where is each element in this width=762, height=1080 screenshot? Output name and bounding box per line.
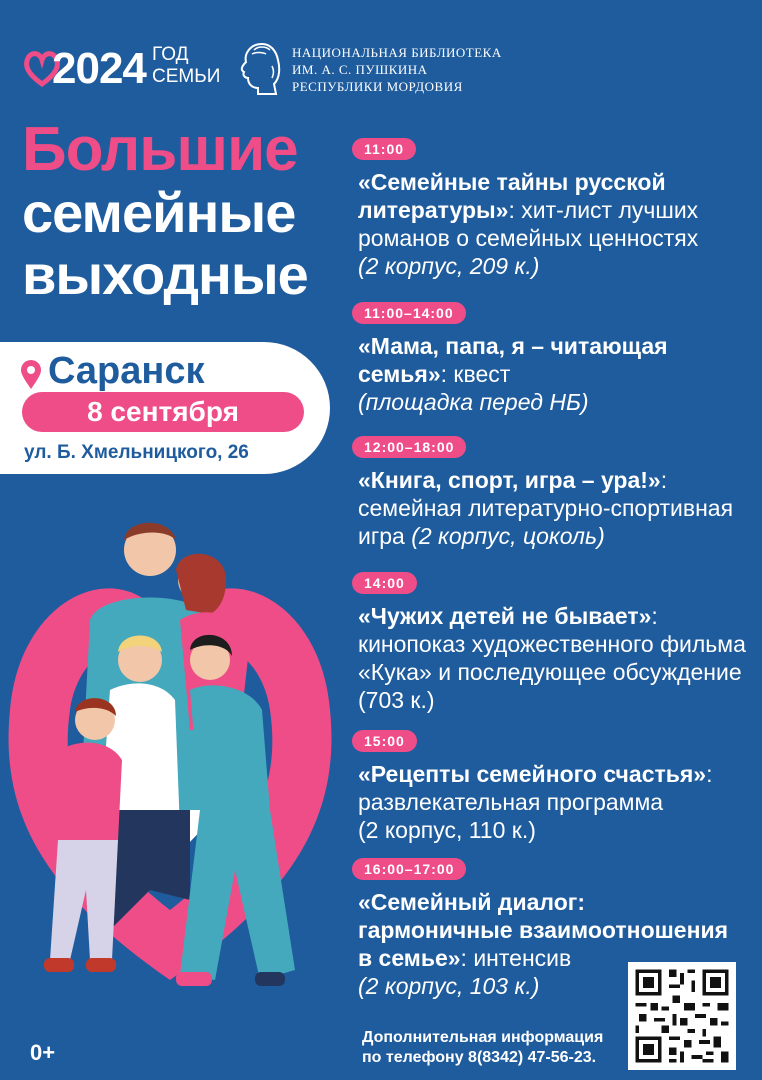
event-title: «Чужих детей не бывает» [358,603,652,629]
event-address: ул. Б. Хмельницкого, 26 [24,442,249,463]
library-name: НАЦИОНАЛЬНАЯ БИБЛИОТЕКА ИМ. А. С. ПУШКИНА РЕСПУБЛИКИ МОРДОВИЯ [292,45,502,94]
event-title: «Рецепты семейного счастья» [358,761,707,787]
time-badge: 12:00–18:00 [352,436,466,458]
location-card [0,342,330,474]
pushkin-profile-icon [232,40,284,96]
event-place: (площадка перед НБ) [358,389,589,415]
time-badge: 11:00–14:00 [352,302,466,324]
event-text [358,602,753,714]
event-text [358,168,753,280]
event-title: «Мама, папа, я – читающая семья» [358,333,668,387]
title-line-3: выходные [22,243,308,306]
logo-year: 2024 [52,44,146,93]
event-place: (2 корпус, 103 к.) [358,973,540,999]
event-place: (2 корпус, 209 к.) [358,253,540,279]
title-line-1: Большие [22,115,298,184]
event-text [358,332,753,416]
qr-code-icon [628,962,736,1070]
location-pin-icon [20,360,42,390]
title-line-2: семейные [22,181,296,244]
event-title: «Семейные тайны русской литературы» [358,169,666,223]
logo-caption: ГОД СЕМЬИ [152,44,221,87]
city-name: Саранск [48,350,205,392]
age-rating: 0+ [30,1040,56,1065]
event-title: «Семейный диалог: гармоничные взаимоотношения в семье» [358,889,729,971]
event-date: 8 сентября [22,392,304,432]
event-description: : развлекательная программа [358,761,713,815]
time-badge: 11:00 [352,138,416,160]
family-illustration [0,510,340,1010]
event-description: : квест [440,361,511,387]
event-text [358,760,753,844]
event-place: (2 корпус, цоколь) [411,523,605,549]
event-description: : кинопоказ художественного фильма «Кука» и последующее обсуждение (703 к.) [358,603,746,713]
event-description: : хит-лист лучших романов о семейных ценностях [358,197,699,251]
event-title: «Книга, спорт, игра – ура!» [358,467,661,493]
event-description: : семейная литературно-спортивная игра [358,467,734,549]
time-badge: 14:00 [352,572,417,594]
library-logo [232,40,542,100]
poster-title [22,115,332,306]
event-text [358,466,753,550]
event-place: (2 корпус, 110 к.) [358,817,536,843]
year-of-family-logo [22,40,221,100]
event-description: : интенсив [460,945,572,971]
contact-info: Дополнительная информация по телефону 8(8342) 47-56-23. [362,1029,604,1066]
time-badge: 15:00 [352,730,417,752]
time-badge: 16:00–17:00 [352,858,466,880]
